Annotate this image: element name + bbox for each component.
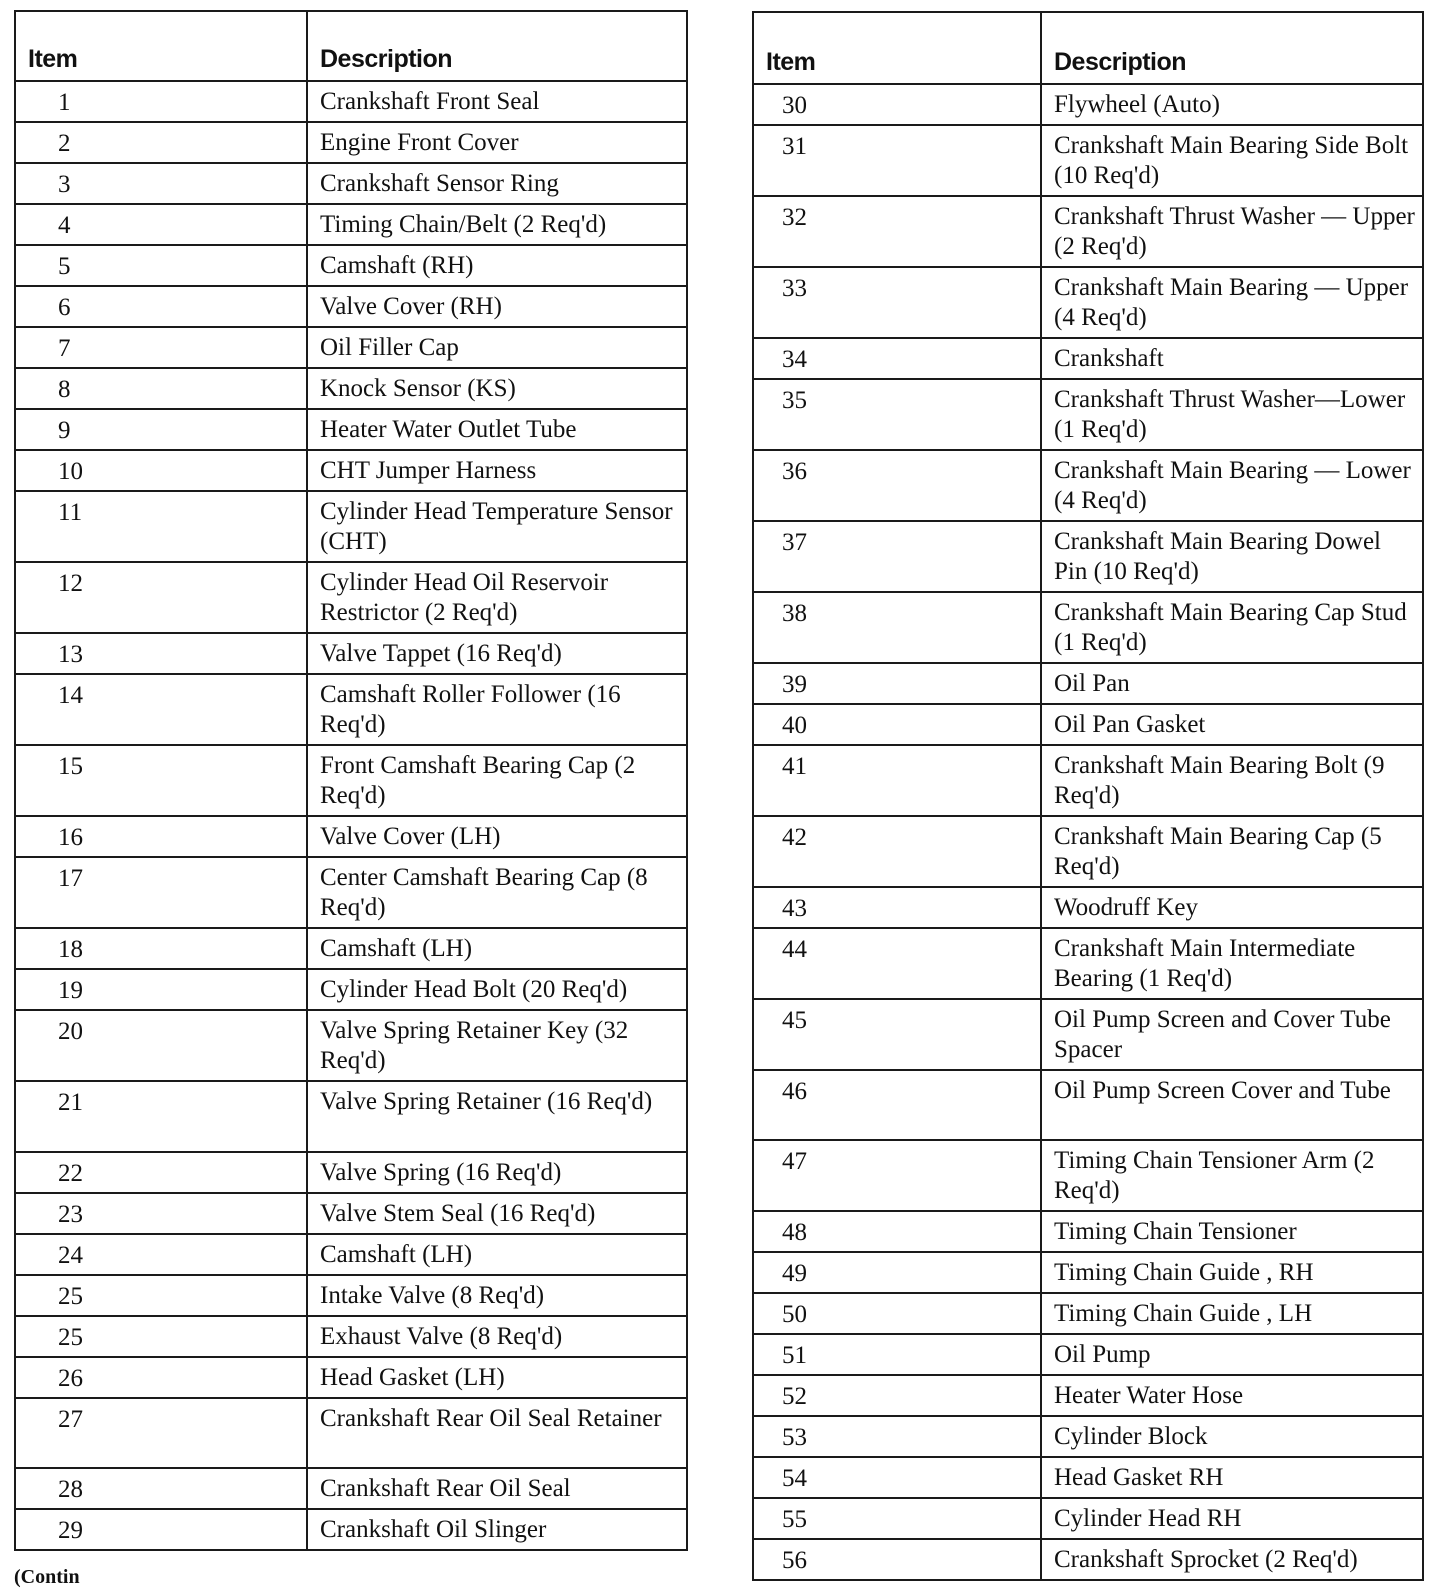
item-number: 24 xyxy=(15,1234,307,1275)
item-number: 5 xyxy=(15,245,307,286)
item-description: Timing Chain Tensioner xyxy=(1041,1211,1423,1252)
item-number: 25 xyxy=(15,1275,307,1316)
table-row xyxy=(753,1498,1423,1539)
item-description: Camshaft (LH) xyxy=(307,928,687,969)
item-number: 26 xyxy=(15,1357,307,1398)
item-description: Heater Water Hose xyxy=(1041,1375,1423,1416)
item-description: Valve Spring Retainer (16 Req'd) xyxy=(307,1081,687,1152)
item-description: Center Camshaft Bearing Cap (8 Req'd) xyxy=(307,857,687,928)
item-description: Crankshaft Main Bearing Cap (5 Req'd) xyxy=(1041,816,1423,887)
item-description: Crankshaft xyxy=(1041,338,1423,379)
item-number: 43 xyxy=(753,887,1041,928)
table-row xyxy=(15,245,687,286)
table-row xyxy=(15,1275,687,1316)
table-row xyxy=(753,196,1423,267)
table-row xyxy=(15,491,687,562)
item-number: 13 xyxy=(15,633,307,674)
table-row xyxy=(15,857,687,928)
item-description: Intake Valve (8 Req'd) xyxy=(307,1275,687,1316)
item-number: 12 xyxy=(15,562,307,633)
item-number: 8 xyxy=(15,368,307,409)
table-row xyxy=(15,204,687,245)
item-description: Valve Tappet (16 Req'd) xyxy=(307,633,687,674)
item-number: 4 xyxy=(15,204,307,245)
item-description: Head Gasket (LH) xyxy=(307,1357,687,1398)
item-description: Cylinder Head RH xyxy=(1041,1498,1423,1539)
item-description: Woodruff Key xyxy=(1041,887,1423,928)
item-description: Crankshaft Front Seal xyxy=(307,81,687,122)
item-number: 2 xyxy=(15,122,307,163)
item-number: 44 xyxy=(753,928,1041,999)
table-row xyxy=(753,1252,1423,1293)
item-description: Oil Pump Screen Cover and Tube xyxy=(1041,1070,1423,1140)
item-number: 47 xyxy=(753,1140,1041,1211)
item-description: Valve Stem Seal (16 Req'd) xyxy=(307,1193,687,1234)
item-number: 19 xyxy=(15,969,307,1010)
item-number: 55 xyxy=(753,1498,1041,1539)
item-description: Cylinder Head Oil Reservoir Restrictor (2 Req'd) xyxy=(307,562,687,633)
item-number: 46 xyxy=(753,1070,1041,1140)
item-description: Crankshaft Main Bearing — Upper (4 Req'd) xyxy=(1041,267,1423,338)
table-row xyxy=(753,1375,1423,1416)
table-row xyxy=(15,562,687,633)
table-row xyxy=(15,633,687,674)
item-number: 18 xyxy=(15,928,307,969)
parts-table-right xyxy=(752,11,1424,1581)
item-number: 7 xyxy=(15,327,307,368)
item-number: 11 xyxy=(15,491,307,562)
item-description: Crankshaft Main Bearing Dowel Pin (10 Req'd) xyxy=(1041,521,1423,592)
table-row xyxy=(753,816,1423,887)
table-row xyxy=(753,379,1423,450)
item-description: Camshaft (RH) xyxy=(307,245,687,286)
item-number: 37 xyxy=(753,521,1041,592)
item-description: Timing Chain/Belt (2 Req'd) xyxy=(307,204,687,245)
table-row xyxy=(753,592,1423,663)
table-row xyxy=(15,450,687,491)
item-number: 39 xyxy=(753,663,1041,704)
item-description: Cylinder Head Temperature Sensor (CHT) xyxy=(307,491,687,562)
item-number: 50 xyxy=(753,1293,1041,1334)
item-number: 49 xyxy=(753,1252,1041,1293)
table-row xyxy=(15,122,687,163)
item-description: Oil Filler Cap xyxy=(307,327,687,368)
table-row xyxy=(15,1398,687,1469)
item-number: 52 xyxy=(753,1375,1041,1416)
table-row xyxy=(15,816,687,857)
parts-table-left xyxy=(14,10,688,1551)
table-row xyxy=(15,1081,687,1152)
item-number: 15 xyxy=(15,745,307,816)
item-description: Valve Cover (LH) xyxy=(307,816,687,857)
table-row xyxy=(15,1509,687,1550)
item-column-header: Item xyxy=(753,12,1041,84)
item-description: Knock Sensor (KS) xyxy=(307,368,687,409)
item-number: 6 xyxy=(15,286,307,327)
item-number: 30 xyxy=(753,84,1041,125)
item-description: Head Gasket RH xyxy=(1041,1457,1423,1498)
item-number: 23 xyxy=(15,1193,307,1234)
table-row xyxy=(15,286,687,327)
item-number: 51 xyxy=(753,1334,1041,1375)
item-number: 48 xyxy=(753,1211,1041,1252)
table-row xyxy=(15,1316,687,1357)
table-row xyxy=(753,1211,1423,1252)
table-row xyxy=(15,1152,687,1193)
item-number: 3 xyxy=(15,163,307,204)
table-row xyxy=(15,163,687,204)
item-number: 53 xyxy=(753,1416,1041,1457)
table-row xyxy=(753,125,1423,196)
description-column-header: Description xyxy=(1041,12,1423,84)
item-number: 29 xyxy=(15,1509,307,1550)
item-number: 42 xyxy=(753,816,1041,887)
item-number: 28 xyxy=(15,1468,307,1509)
table-row xyxy=(753,267,1423,338)
item-description: Crankshaft Sprocket (2 Req'd) xyxy=(1041,1539,1423,1580)
item-description: Oil Pump xyxy=(1041,1334,1423,1375)
table-row xyxy=(753,745,1423,816)
item-number: 25 xyxy=(15,1316,307,1357)
item-description: Valve Spring Retainer Key (32 Req'd) xyxy=(307,1010,687,1081)
item-number: 14 xyxy=(15,674,307,745)
item-description: Oil Pan Gasket xyxy=(1041,704,1423,745)
item-number: 9 xyxy=(15,409,307,450)
table-row xyxy=(15,928,687,969)
table-row xyxy=(15,1193,687,1234)
item-description: Heater Water Outlet Tube xyxy=(307,409,687,450)
table-row xyxy=(753,1416,1423,1457)
item-description: Crankshaft Rear Oil Seal xyxy=(307,1468,687,1509)
item-description: Crankshaft Main Bearing Bolt (9 Req'd) xyxy=(1041,745,1423,816)
table-row xyxy=(15,969,687,1010)
item-number: 16 xyxy=(15,816,307,857)
table-row xyxy=(15,409,687,450)
table-row xyxy=(753,1140,1423,1211)
item-description: Crankshaft Sensor Ring xyxy=(307,163,687,204)
item-description: Cylinder Block xyxy=(1041,1416,1423,1457)
item-description: Timing Chain Guide , LH xyxy=(1041,1293,1423,1334)
item-number: 56 xyxy=(753,1539,1041,1580)
table-row xyxy=(753,1334,1423,1375)
table-row xyxy=(15,368,687,409)
table-row xyxy=(15,81,687,122)
item-description: Crankshaft Rear Oil Seal Retainer xyxy=(307,1398,687,1469)
item-number: 35 xyxy=(753,379,1041,450)
item-column-header: Item xyxy=(15,11,307,81)
item-description: Timing Chain Tensioner Arm (2 Req'd) xyxy=(1041,1140,1423,1211)
item-number: 45 xyxy=(753,999,1041,1070)
item-description: Camshaft (LH) xyxy=(307,1234,687,1275)
item-description: Crankshaft Main Bearing — Lower (4 Req'd) xyxy=(1041,450,1423,521)
item-description: Crankshaft Thrust Washer — Upper (2 Req'd) xyxy=(1041,196,1423,267)
item-number: 36 xyxy=(753,450,1041,521)
table-row xyxy=(15,1468,687,1509)
item-number: 1 xyxy=(15,81,307,122)
item-number: 34 xyxy=(753,338,1041,379)
item-description: Engine Front Cover xyxy=(307,122,687,163)
table-row xyxy=(753,887,1423,928)
table-row xyxy=(753,84,1423,125)
table-row xyxy=(15,1234,687,1275)
parts-table-left-body xyxy=(15,81,687,1550)
item-number: 54 xyxy=(753,1457,1041,1498)
item-description: Valve Spring (16 Req'd) xyxy=(307,1152,687,1193)
item-description: Oil Pump Screen and Cover Tube Spacer xyxy=(1041,999,1423,1070)
table-row xyxy=(15,1357,687,1398)
item-number: 31 xyxy=(753,125,1041,196)
table-row xyxy=(753,663,1423,704)
item-description: Crankshaft Main Intermediate Bearing (1 Req'd) xyxy=(1041,928,1423,999)
table-row xyxy=(15,745,687,816)
item-number: 40 xyxy=(753,704,1041,745)
item-description: Front Camshaft Bearing Cap (2 Req'd) xyxy=(307,745,687,816)
table-row xyxy=(753,450,1423,521)
table-row xyxy=(753,1457,1423,1498)
item-description: Valve Cover (RH) xyxy=(307,286,687,327)
item-description: Crankshaft Thrust Washer—Lower (1 Req'd) xyxy=(1041,379,1423,450)
item-description: Exhaust Valve (8 Req'd) xyxy=(307,1316,687,1357)
item-number: 20 xyxy=(15,1010,307,1081)
item-description: Crankshaft Oil Slinger xyxy=(307,1509,687,1550)
continued-note: (Contin xyxy=(14,1566,80,1588)
table-row xyxy=(753,1293,1423,1334)
table-row xyxy=(753,1070,1423,1140)
table-row xyxy=(15,674,687,745)
item-description: Timing Chain Guide , RH xyxy=(1041,1252,1423,1293)
table-row xyxy=(753,338,1423,379)
item-description: CHT Jumper Harness xyxy=(307,450,687,491)
item-description: Crankshaft Main Bearing Cap Stud (1 Req'd) xyxy=(1041,592,1423,663)
item-description: Flywheel (Auto) xyxy=(1041,84,1423,125)
item-number: 21 xyxy=(15,1081,307,1152)
table-row xyxy=(753,999,1423,1070)
item-description: Cylinder Head Bolt (20 Req'd) xyxy=(307,969,687,1010)
item-description: Camshaft Roller Follower (16 Req'd) xyxy=(307,674,687,745)
item-number: 17 xyxy=(15,857,307,928)
item-number: 33 xyxy=(753,267,1041,338)
table-row xyxy=(15,327,687,368)
item-description: Oil Pan xyxy=(1041,663,1423,704)
description-column-header: Description xyxy=(307,11,687,81)
item-number: 22 xyxy=(15,1152,307,1193)
item-number: 27 xyxy=(15,1398,307,1469)
table-row xyxy=(753,704,1423,745)
table-row xyxy=(753,521,1423,592)
parts-table-right-body xyxy=(753,84,1423,1580)
table-row xyxy=(753,928,1423,999)
table-row xyxy=(753,1539,1423,1580)
item-number: 32 xyxy=(753,196,1041,267)
item-number: 41 xyxy=(753,745,1041,816)
item-description: Crankshaft Main Bearing Side Bolt (10 Req'd) xyxy=(1041,125,1423,196)
item-number: 10 xyxy=(15,450,307,491)
table-row xyxy=(15,1010,687,1081)
item-number: 38 xyxy=(753,592,1041,663)
